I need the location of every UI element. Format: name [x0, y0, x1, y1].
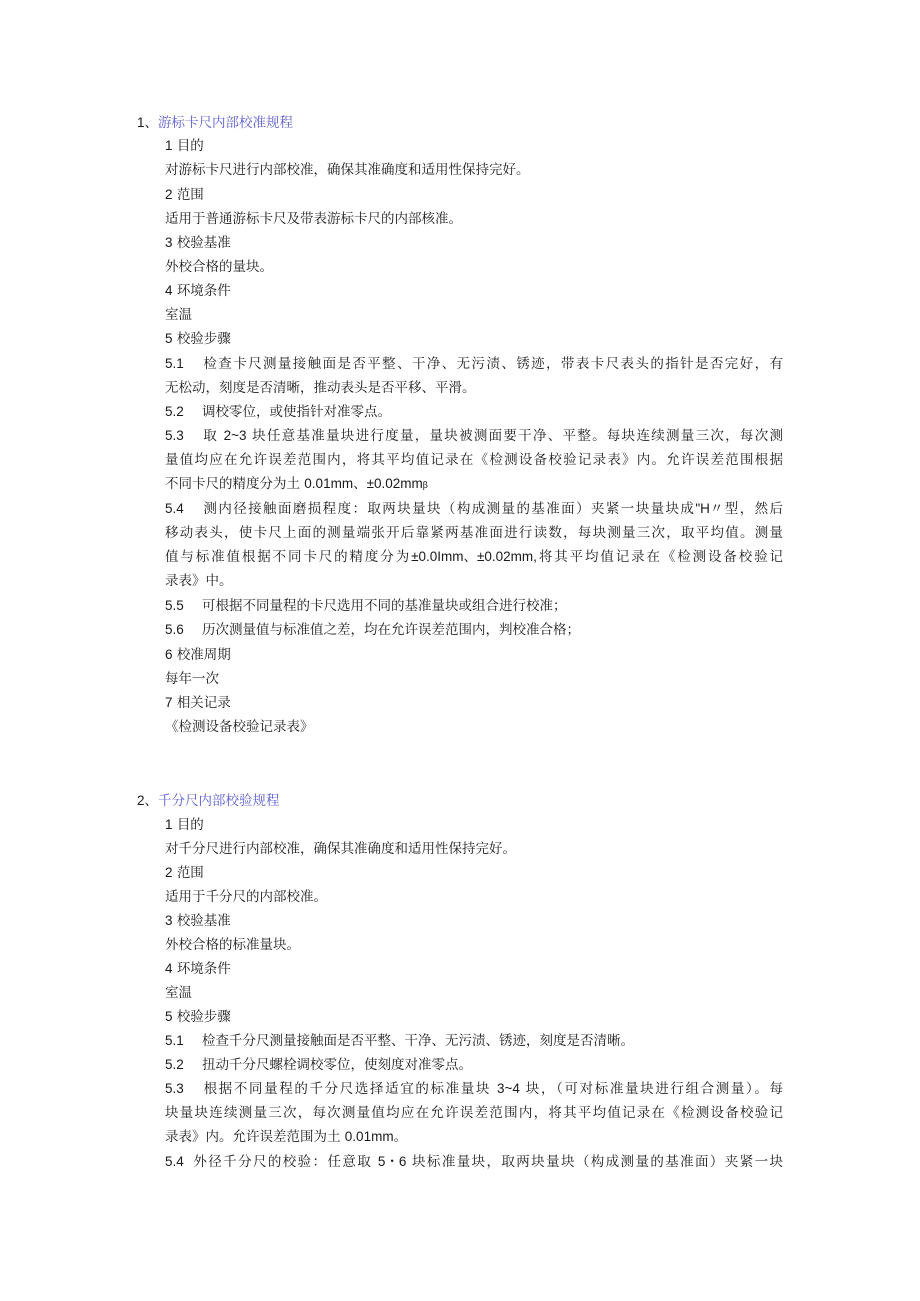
heading-text: 目的: [176, 138, 204, 154]
environment-text: 室温: [165, 307, 192, 323]
step-5-3: [165, 428, 783, 444]
step-text: 块任意基准量块进行度量，量块被测面要干净、平整。每块连续测量三次，每次测: [246, 428, 783, 444]
section-2-title: [137, 793, 280, 809]
step-value: 0.01mm、±0.02mm: [304, 476, 423, 491]
step-text: 型，然后: [723, 501, 784, 517]
heading-basis: [165, 235, 231, 251]
heading-records: [165, 695, 231, 711]
step-number: 5.4: [165, 501, 184, 516]
step-text: 检查卡尺测量接触面是否平整、干净、无污渍、锈迹，带表卡尺表头的指针是否完好，有: [202, 356, 783, 372]
step-5-4: [165, 1154, 783, 1170]
step-number: 5.1: [165, 1033, 184, 1048]
step-number: 5.3: [165, 1081, 184, 1096]
step-text: 不同卡尺的精度分为土: [165, 476, 305, 492]
heading-purpose: [165, 138, 204, 154]
heading-basis: [165, 913, 231, 929]
step-text: 块，（可对标准量块进行组合测量）。每: [519, 1081, 783, 1097]
step-5-1: [165, 1033, 634, 1049]
heading-number: 5: [165, 1009, 173, 1024]
step-value: 2~3: [223, 428, 247, 443]
step-text: 录表》内。允许误差范围为土: [165, 1129, 345, 1145]
heading-number: 4: [165, 283, 173, 298]
heading-environment: [165, 961, 231, 977]
step-value: ±0.0Imm、±0.02mm,: [411, 549, 537, 564]
purpose-text: 对千分尺进行内部校准，确保其准确度和适用性保持完好。: [165, 841, 516, 857]
records-text: 《检测设备校验记录表》: [165, 719, 314, 735]
heading-text: 环境条件: [176, 283, 231, 299]
heading-number: 3: [165, 913, 173, 928]
heading-number: 2: [165, 865, 173, 880]
step-text: 调校零位，或使指针对准零点。: [202, 404, 391, 420]
step-5-4: [165, 501, 783, 517]
heading-text: 范围: [176, 187, 204, 203]
heading-purpose: [165, 817, 204, 833]
step-number: 5.6: [165, 622, 184, 637]
heading-number: 5: [165, 331, 173, 346]
heading-environment: [165, 283, 231, 299]
step-value: 5・6: [377, 1154, 407, 1169]
section-1-title: [137, 115, 293, 131]
step-number: 5.5: [165, 598, 184, 613]
section-title-text: 千分尺内部校验规程: [158, 793, 280, 809]
step-5-2: [165, 404, 391, 420]
step-5-1: [165, 356, 783, 372]
step-text: 块标准量块，取两块量块（构成测量的基准面）夹紧一块: [406, 1154, 783, 1170]
step-5-4-cont-3: 录表》中。: [165, 573, 233, 589]
step-5-3-cont: 量值均应在允许误差范围内，将其平均值记录在《检测设备校验记录表》内。允许误差范围根据: [165, 452, 783, 468]
step-number: 5.3: [165, 428, 184, 443]
heading-number: 1: [165, 138, 173, 153]
heading-text: 范围: [176, 865, 204, 881]
scope-text: 适用于普通游标卡尺及带表游标卡尺的内部核准。: [165, 211, 462, 227]
step-text: 测内径接触面磨损程度：取两块量块（构成测量的基准面）夹紧一块量块成: [202, 501, 696, 517]
step-value: 0.01mm: [344, 1129, 394, 1144]
scope-text: 适用于千分尺的内部校准。: [165, 889, 327, 905]
heading-number: 2: [165, 187, 173, 202]
section-number: 1、: [137, 115, 159, 130]
period-text: 每年一次: [165, 671, 219, 687]
heading-number: 3: [165, 235, 173, 250]
step-text: 。: [393, 1129, 408, 1145]
step-text: 根据不同量程的千分尺选择适宜的标准量块: [202, 1081, 497, 1097]
step-mark: β: [422, 481, 428, 491]
step-text: 值与标准值根据不同卡尺的精度分为: [165, 549, 412, 565]
step-number: 5.1: [165, 356, 184, 371]
heading-text: 校验基准: [176, 235, 231, 251]
step-text: 将其平均值记录在《检测设备校验记: [536, 549, 784, 565]
step-5-3-cont-2: [165, 1129, 407, 1145]
environment-text: 室温: [165, 985, 192, 1001]
step-number: 5.2: [165, 404, 184, 419]
step-value: "H〃: [695, 501, 724, 516]
heading-scope: [165, 865, 204, 881]
step-5-3-cont: 块量块连续测量三次，每次测量值均应在允许误差范围内，将其平均值记录在《检测设备校验记: [165, 1105, 783, 1121]
step-value: 3~4: [496, 1081, 520, 1096]
step-5-2: [165, 1057, 472, 1073]
step-5-3-cont-2: [165, 476, 428, 494]
step-text: 历次测量值与标准值之差，均在允许误差范围内，判校准合格；: [202, 622, 580, 638]
heading-scope: [165, 187, 204, 203]
step-5-1-cont: 无松动，刻度是否清晰，推动表头是否平移、平滑。: [165, 380, 476, 396]
step-5-3: [165, 1081, 783, 1097]
basis-text: 外校合格的标准量块。: [165, 937, 300, 953]
step-number: 5.2: [165, 1057, 184, 1072]
step-5-4-cont: 移动表头，使卡尺上面的测量端张开后靠紧两基准面进行读数，每块测量三次，取平均值。测量: [165, 525, 783, 541]
step-text: 检查千分尺测量接触面是否平整、干净、无污渍、锈迹，刻度是否清晰。: [202, 1033, 634, 1049]
heading-number: 4: [165, 961, 173, 976]
step-text: 可根据不同量程的卡尺选用不同的基准量块或组合进行校准；: [202, 598, 567, 614]
heading-steps: [165, 331, 231, 347]
heading-text: 校准周期: [176, 647, 231, 663]
heading-steps: [165, 1009, 231, 1025]
purpose-text: 对游标卡尺进行内部校准，确保其准确度和适用性保持完好。: [165, 162, 530, 178]
heading-number: 1: [165, 817, 173, 832]
heading-text: 校验步骤: [176, 331, 231, 347]
heading-text: 校验基准: [176, 913, 231, 929]
step-5-4-cont-2: [165, 549, 783, 565]
heading-text: 相关记录: [176, 695, 231, 711]
step-5-5: [165, 598, 567, 614]
basis-text: 外校合格的量块。: [165, 259, 273, 275]
step-text: 扭动千分尺螺栓调校零位，使刻度对准零点。: [202, 1057, 472, 1073]
heading-number: 6: [165, 647, 173, 662]
section-number: 2、: [137, 793, 159, 808]
step-text: 外径千分尺的校验：任意取: [192, 1154, 378, 1170]
step-number: 5.4: [165, 1154, 184, 1169]
heading-text: 环境条件: [176, 961, 231, 977]
step-5-6: [165, 622, 580, 638]
heading-text: 校验步骤: [176, 1009, 231, 1025]
heading-text: 目的: [176, 817, 204, 833]
heading-period: [165, 647, 231, 663]
heading-number: 7: [165, 695, 173, 710]
step-text: 取: [202, 428, 224, 444]
section-title-text: 游标卡尺内部校准规程: [158, 115, 294, 131]
